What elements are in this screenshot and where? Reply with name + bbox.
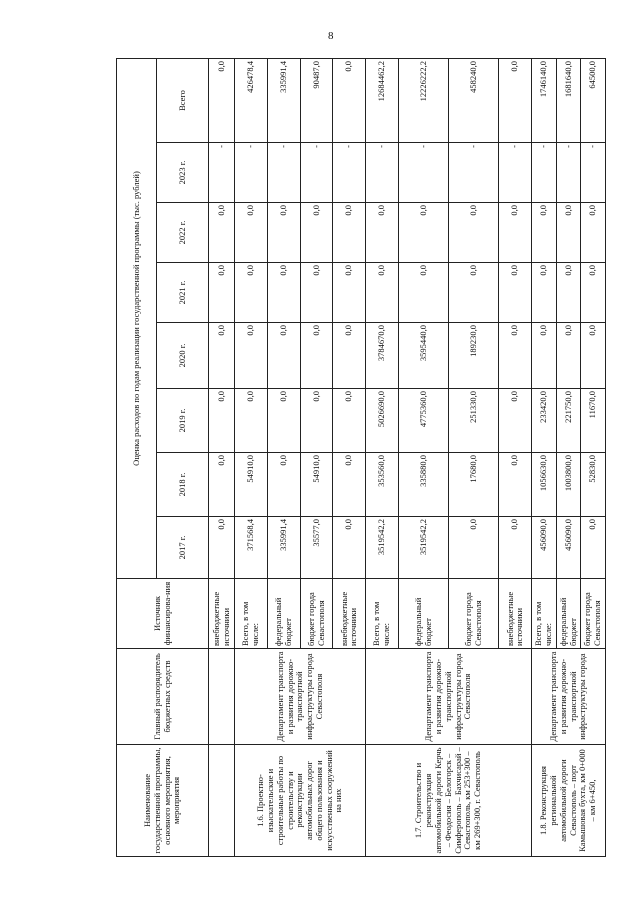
table-row	[532, 59, 557, 857]
value-cell: 0,0	[333, 453, 366, 517]
value-cell: 335880,0	[398, 453, 448, 517]
measure-name: 1.7. Строительство и реконструкция автомобильной дороги Керчь – Феодосия – Белогорск – Симферополь – Бахчисарай – Севастополь, км 253+300 – км 269+300, г. Севастополь	[366, 745, 532, 857]
value-cell: 54910,0	[300, 453, 333, 517]
header-name: Наименование государственной программы, основного мероприятия, мероприятия	[117, 745, 209, 857]
header-year: 2018 г.	[157, 453, 209, 517]
header-total: Всего	[157, 59, 209, 143]
value-cell: -	[209, 143, 235, 203]
measure-executor: Департамент транспорта и развития дорожно-транспортной инфраструктуры города	[532, 649, 606, 745]
value-cell: 0,0	[366, 263, 399, 323]
value-cell: -	[366, 143, 399, 203]
value-cell: 17680,0	[449, 453, 499, 517]
value-cell: 0,0	[235, 263, 268, 323]
total-cell: 426478,4	[235, 59, 268, 143]
source-cell: внебюджетные источники	[209, 579, 235, 649]
value-cell: 0,0	[267, 203, 300, 263]
total-cell: 1681640,0	[556, 59, 581, 143]
total-cell: 90487,0	[300, 59, 333, 143]
value-cell: 0,0	[300, 389, 333, 453]
header-year: 2020 г.	[157, 323, 209, 389]
value-cell: 221750,0	[556, 389, 581, 453]
total-cell: 0,0	[499, 59, 532, 143]
value-cell: 0,0	[209, 263, 235, 323]
table-row	[209, 59, 235, 857]
value-cell: 456090,0	[556, 517, 581, 579]
value-cell: 3595440,0	[398, 323, 448, 389]
measure-executor: Департамент транспорта и развития дорожно-транспортной инфраструктуры города Севастополя	[366, 649, 532, 745]
value-cell: 3519542,2	[398, 517, 448, 579]
value-cell: 3519542,2	[366, 517, 399, 579]
value-cell: -	[300, 143, 333, 203]
value-cell: 0,0	[235, 323, 268, 389]
source-cell: бюджет города Севастополя	[300, 579, 333, 649]
header-year: 2022 г.	[157, 203, 209, 263]
value-cell: -	[581, 143, 606, 203]
value-cell: 251330,0	[449, 389, 499, 453]
value-cell: 0,0	[449, 517, 499, 579]
value-cell: 0,0	[300, 203, 333, 263]
name-cell	[209, 745, 235, 857]
value-cell: 0,0	[499, 517, 532, 579]
value-cell: -	[499, 143, 532, 203]
source-cell: федеральный бюджет	[398, 579, 448, 649]
source-cell: федеральный бюджет	[267, 579, 300, 649]
source-cell: бюджет города Севастополя	[449, 579, 499, 649]
value-cell: 0,0	[581, 203, 606, 263]
header-year: 2023 г.	[157, 143, 209, 203]
value-cell: 0,0	[532, 263, 557, 323]
value-cell: 0,0	[300, 263, 333, 323]
value-cell: 0,0	[581, 263, 606, 323]
value-cell: 0,0	[209, 389, 235, 453]
value-cell: 456090,0	[532, 517, 557, 579]
value-cell: 0,0	[333, 389, 366, 453]
source-cell: бюджет города Севастополя	[581, 579, 606, 649]
total-cell: 0,0	[209, 59, 235, 143]
value-cell: 0,0	[366, 203, 399, 263]
value-cell: -	[449, 143, 499, 203]
value-cell: -	[267, 143, 300, 203]
value-cell: 0,0	[209, 323, 235, 389]
value-cell: 52830,0	[581, 453, 606, 517]
value-cell: 233420,0	[532, 389, 557, 453]
value-cell: 189230,0	[449, 323, 499, 389]
value-cell: 0,0	[300, 323, 333, 389]
value-cell: -	[532, 143, 557, 203]
value-cell: 0,0	[556, 263, 581, 323]
value-cell: 335991,4	[267, 517, 300, 579]
value-cell: 0,0	[267, 453, 300, 517]
value-cell: 35577,0	[300, 517, 333, 579]
value-cell: 1003800,0	[556, 453, 581, 517]
value-cell: 0,0	[499, 389, 532, 453]
value-cell: 0,0	[556, 203, 581, 263]
value-cell: 0,0	[267, 263, 300, 323]
total-cell: 0,0	[333, 59, 366, 143]
total-cell: 12684462,2	[366, 59, 399, 143]
value-cell: 0,0	[267, 389, 300, 453]
source-cell: федеральный бюджет	[556, 579, 581, 649]
total-cell: 335991,4	[267, 59, 300, 143]
financing-table	[116, 58, 606, 857]
value-cell: 0,0	[581, 517, 606, 579]
header-year: 2019 г.	[157, 389, 209, 453]
value-cell: 0,0	[499, 453, 532, 517]
header-executor: Главный распорядитель бюджетных средств	[117, 649, 209, 745]
value-cell: 0,0	[449, 203, 499, 263]
value-cell: -	[556, 143, 581, 203]
executor-cell	[209, 649, 235, 745]
value-cell: 0,0	[209, 517, 235, 579]
value-cell: 0,0	[333, 323, 366, 389]
value-cell: 0,0	[499, 323, 532, 389]
total-cell: 1746140,0	[532, 59, 557, 143]
value-cell: 0,0	[209, 203, 235, 263]
value-cell: 0,0	[235, 203, 268, 263]
header-year: 2017 г.	[157, 517, 209, 579]
source-cell: Всего, в том числе:	[235, 579, 268, 649]
value-cell: 4775360,0	[398, 389, 448, 453]
value-cell: 0,0	[333, 263, 366, 323]
value-cell: 0,0	[267, 323, 300, 389]
value-cell: 0,0	[209, 453, 235, 517]
value-cell: 0,0	[532, 203, 557, 263]
value-cell: 0,0	[556, 323, 581, 389]
value-cell: 0,0	[581, 323, 606, 389]
value-cell: 5026690,0	[366, 389, 399, 453]
value-cell: -	[235, 143, 268, 203]
value-cell: -	[333, 143, 366, 203]
value-cell: 0,0	[449, 263, 499, 323]
measure-executor: Департамент транспорта и развития дорожно-транспортной инфраструктуры города Севастополя	[235, 649, 366, 745]
total-cell: 12226222,2	[398, 59, 448, 143]
measure-name: 1.8. Реконструкция региональной автомобильной дороги Севастополь – порт Камышовая бухта, км 0+000 – км 6+450,	[532, 745, 606, 857]
value-cell: 1056630,0	[532, 453, 557, 517]
table-row	[235, 59, 268, 857]
table-row	[366, 59, 399, 857]
value-cell: 0,0	[235, 389, 268, 453]
value-cell: 54910,0	[235, 453, 268, 517]
total-cell: 458240,0	[449, 59, 499, 143]
page-number: 8	[328, 30, 334, 42]
value-cell: -	[398, 143, 448, 203]
header-year: 2021 г.	[157, 263, 209, 323]
source-cell: внебюджетные источники	[333, 579, 366, 649]
measure-name: 1.6. Проектно-изыскательские и строительные работы по строительству и реконструкции автомобильных дорог общего пользования и искусственных сооружений на них	[235, 745, 366, 857]
financing-table-sheet	[116, 59, 606, 857]
value-cell: 3784670,0	[366, 323, 399, 389]
value-cell: 0,0	[398, 203, 448, 263]
value-cell: 0,0	[499, 263, 532, 323]
value-cell: 0,0	[333, 517, 366, 579]
value-cell: 0,0	[499, 203, 532, 263]
source-cell: внебюджетные источники	[499, 579, 532, 649]
value-cell: 0,0	[532, 323, 557, 389]
source-cell: Всего, в том числе:	[532, 579, 557, 649]
value-cell: 11670,0	[581, 389, 606, 453]
source-cell: Всего, в том числе:	[366, 579, 399, 649]
value-cell: 0,0	[398, 263, 448, 323]
value-cell: 0,0	[333, 203, 366, 263]
value-cell: 371568,4	[235, 517, 268, 579]
total-cell: 64500,0	[581, 59, 606, 143]
header-source: Источник финансирова-ния	[117, 579, 209, 649]
value-cell: 353560,0	[366, 453, 399, 517]
header-estimate: Оценка расходов по годам реализации государственной программы (тыс. рублей)	[117, 59, 157, 579]
